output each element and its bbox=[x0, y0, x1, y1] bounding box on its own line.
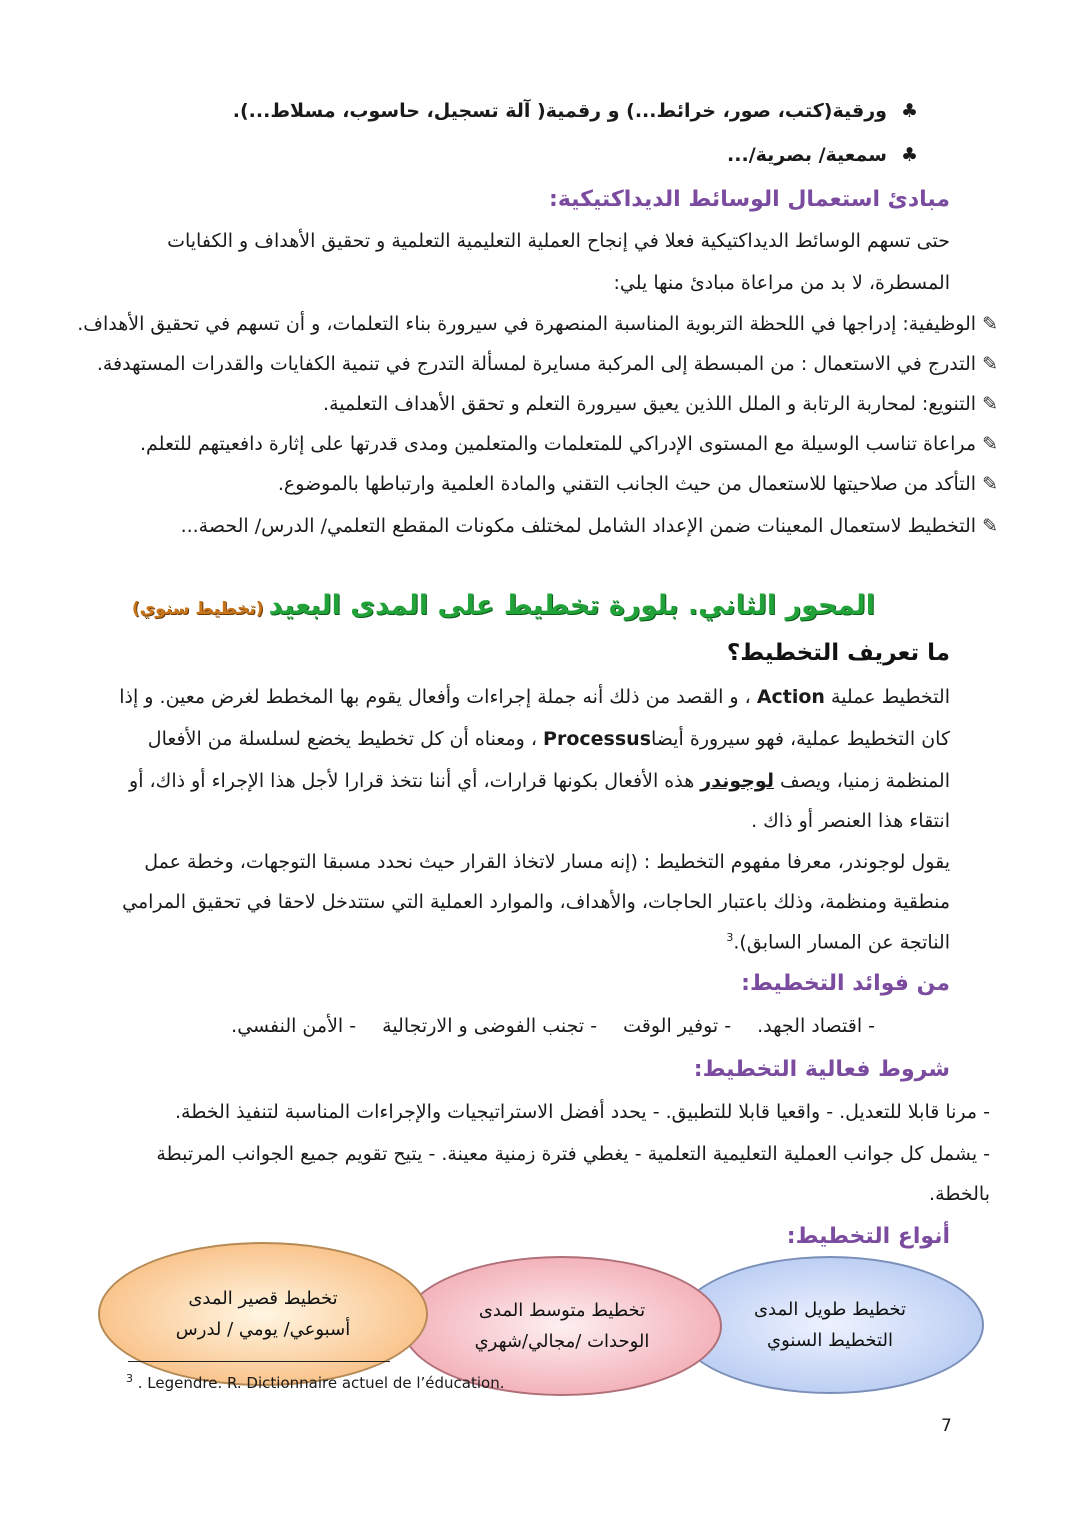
mid-term-planning-ellipse: تخطيط متوسط المدى الوحدات /مجالي/شهري bbox=[402, 1256, 722, 1396]
definition-heading: ما تعريف التخطيط؟ bbox=[726, 640, 950, 666]
conditions-heading: شروط فعالية التخطيط: bbox=[693, 1057, 950, 1082]
page-number: 7 bbox=[941, 1416, 952, 1436]
benefit-item: - الأمن النفسي. bbox=[231, 1015, 357, 1037]
benefits-row bbox=[231, 1015, 875, 1038]
benefits-heading: من فوائد التخطيط: bbox=[741, 971, 950, 996]
footnote: $^3$ . Legendre. R. Dictionnaire actuel de l’éducation. bbox=[126, 1372, 505, 1392]
axis-subtitle: (تخطيط سنوي) bbox=[131, 599, 264, 619]
short-term-planning-ellipse: تخطيط قصير المدى أسبوعي/ يومي / لدرس bbox=[98, 1242, 428, 1386]
types-heading: أنواع التخطيط: bbox=[786, 1224, 950, 1249]
pencil-icon: ✎ bbox=[982, 313, 998, 335]
principle-item: ✎التأكد من صلاحيتها للاستعمال من حيث الجانب التقني والمادة العلمية وارتباطها بالموضوع. bbox=[277, 473, 998, 495]
principle-item: ✎مراعاة تناسب الوسيلة مع المستوى الإدراكي للمتعلمات والمتعلمين ومدى قدرتها على إثارة دافعيتهم للتعلم. bbox=[139, 433, 998, 455]
quote-line: يقول لوجوندر، معرفا مفهوم التخطيط : (إنه مسار لاتخاذ القرار حيث نحدد مسبقا التوجهات، وخطة عمل bbox=[144, 851, 950, 873]
quote-line: منطقية ومنظمة، وذلك باعتبار الحاجات، والأهداف، والموارد العملية التي ستتدخل لاحقا في تحقيق المرامي bbox=[122, 891, 950, 913]
principle-item: ✎التدرج في الاستعمال : من المبسطة إلى المركبة مسايرة لمسألة التدرج في تنمية الكفايات والقدرات المستهدفة. bbox=[96, 353, 998, 375]
definition-line: انتقاء هذا العنصر أو ذاك . bbox=[751, 810, 950, 832]
benefit-item: - اقتصاد الجهد. bbox=[757, 1015, 875, 1037]
pencil-icon: ✎ bbox=[982, 433, 998, 455]
pencil-icon: ✎ bbox=[982, 393, 998, 415]
principles-intro-line: حتى تسهم الوسائط الديداكتيكية فعلا في إنجاح العملية التعليمية التعلمية و تحقيق الأهداف و الكفايات bbox=[167, 230, 950, 252]
definition-line: التخطيط عملية Action ، و القصد من ذلك أنه جملة إجراءات وأفعال يقوم بها المخطط لغرض معين. و إذا bbox=[119, 686, 950, 708]
principles-heading: مبادئ استعمال الوسائط الديداكتيكية: bbox=[549, 187, 950, 212]
definition-line: المنظمة زمنيا، ويصف لوجوندر هذه الأفعال بكونها قرارات، أي أننا نتخذ قرارا لأجل هذا الإجراء أو ذاك، أو bbox=[129, 770, 950, 792]
author-name: لوجوندر bbox=[700, 770, 774, 792]
principle-item: ✎التخطيط لاستعمال المعينات ضمن الإعداد الشامل لمختلف مكونات المقطع التعلمي/ الدرس/ الحصة... bbox=[180, 515, 998, 537]
principle-item: ✎الوظيفية: إدراجها في اللحظة التربوية المناسبة المنصهرة في سيرورة بناء التعلمات، و أن تسهم في تحقيق الأهداف. bbox=[77, 313, 998, 335]
section-title bbox=[132, 590, 875, 621]
definition-line: كان التخطيط عملية، فهو سيرورة أيضاProcessus ، ومعناه أن كل تخطيط يخضع لسلسلة من الأفعال bbox=[147, 728, 950, 750]
pencil-icon: ✎ bbox=[982, 473, 998, 495]
pencil-icon: ✎ bbox=[982, 515, 998, 537]
principle-item: ✎التنويع: لمحاربة الرتابة و الملل اللذين يعيق سيرورة التعلم و تحقق الأهداف التعلمية. bbox=[323, 393, 998, 415]
footnote-ref: 3 bbox=[726, 931, 734, 944]
footnote-divider bbox=[128, 1361, 390, 1362]
club-bullet-icon: ♣ bbox=[900, 100, 918, 122]
long-term-planning-ellipse: تخطيط طويل المدى التخطيط السنوي bbox=[676, 1256, 984, 1394]
condition-line: بالخطة. bbox=[929, 1183, 990, 1205]
pencil-icon: ✎ bbox=[982, 353, 998, 375]
principles-intro-line: المسطرة، لا بد من مراعاة مبادئ منها يلي: bbox=[613, 272, 950, 294]
condition-line: - يشمل كل جوانب العملية التعليمية التعلمية - يغطي فترة زمنية معينة. - يتيح تقويم جميع الجوانب المرتبطة bbox=[156, 1143, 990, 1165]
axis-title: المحور الثاني. بلورة تخطيط على المدى البعيد bbox=[268, 590, 875, 621]
quote-line: الناتجة عن المسار السابق).$^3$ bbox=[726, 931, 950, 954]
club-bullet-icon: ♣ bbox=[900, 144, 918, 166]
media-type-item: ♣سمعية/ بصرية/... bbox=[727, 144, 918, 166]
benefit-item: - تجنب الفوضى و الارتجالية bbox=[382, 1015, 598, 1037]
benefit-item: - توفير الوقت bbox=[623, 1015, 732, 1037]
condition-line: - مرنا قابلا للتعديل. - واقعيا قابلا للتطبيق. - يحدد أفضل الاستراتيجيات والإجراءات المناسبة لتنفيذ الخطة. bbox=[174, 1101, 990, 1123]
media-type-item: ♣ورقية(كتب، صور، خرائط...) و رقمية( آلة تسجيل، حاسوب، مسلاط...). bbox=[232, 100, 918, 122]
